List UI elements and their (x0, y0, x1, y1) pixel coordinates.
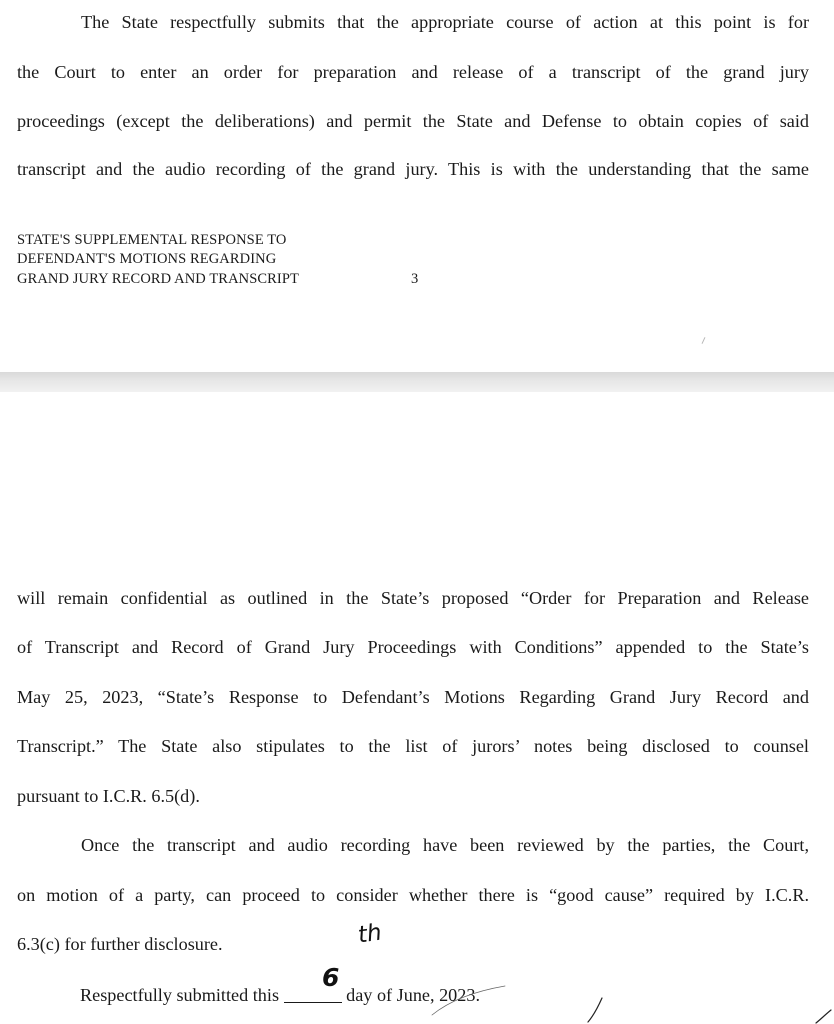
page-three (0, 0, 834, 372)
handwritten-day: 6 (322, 963, 340, 992)
body-line: the Court to enter an order for preparation and release of a transcript of the grand jury (17, 62, 809, 82)
submission-prefix: Respectfully submitted this (80, 985, 280, 1005)
footer-line: GRAND JURY RECORD AND TRANSCRIPT (17, 271, 299, 287)
body-line: of Transcript and Record of Grand Jury Proceedings with Conditions” appended to the State’s (17, 637, 809, 657)
body-line: May 25, 2023, “State’s Response to Defendant’s Motions Regarding Grand Jury Record and (17, 687, 809, 707)
body-line: will remain confidential as outlined in the State’s proposed “Order for Preparation and Release (17, 588, 809, 608)
body-line: 6.3(c) for further disclosure. (17, 934, 223, 954)
scan-mark (702, 337, 706, 344)
body-line: Transcript.” The State also stipulates to the list of jurors’ notes being disclosed to counsel (17, 736, 809, 756)
body-line: transcript and the audio recording of the grand jury. This is with the understanding that the same (17, 159, 809, 179)
body-line: Once the transcript and audio recording have been reviewed by the parties, the Court, (81, 835, 809, 855)
footer-line: STATE'S SUPPLEMENTAL RESPONSE TO (17, 232, 287, 248)
body-line: pursuant to I.C.R. 6.5(d). (17, 786, 200, 806)
handwritten-suffix: th (356, 919, 384, 949)
page-four (0, 392, 834, 1024)
page-number: 3 (411, 271, 419, 287)
submission-date-line (80, 984, 820, 1014)
page-separator (0, 372, 834, 392)
submission-suffix: day of June, 2023. (346, 985, 480, 1005)
body-line: The State respectfully submits that the appropriate course of action at this point is for (81, 12, 809, 32)
body-line: proceedings (except the deliberations) and permit the State and Defense to obtain copies of said (17, 111, 809, 131)
body-line: on motion of a party, can proceed to consider whether there is “good cause” required by I.C.R. (17, 885, 809, 905)
footer-line: DEFENDANT'S MOTIONS REGARDING (17, 251, 277, 267)
